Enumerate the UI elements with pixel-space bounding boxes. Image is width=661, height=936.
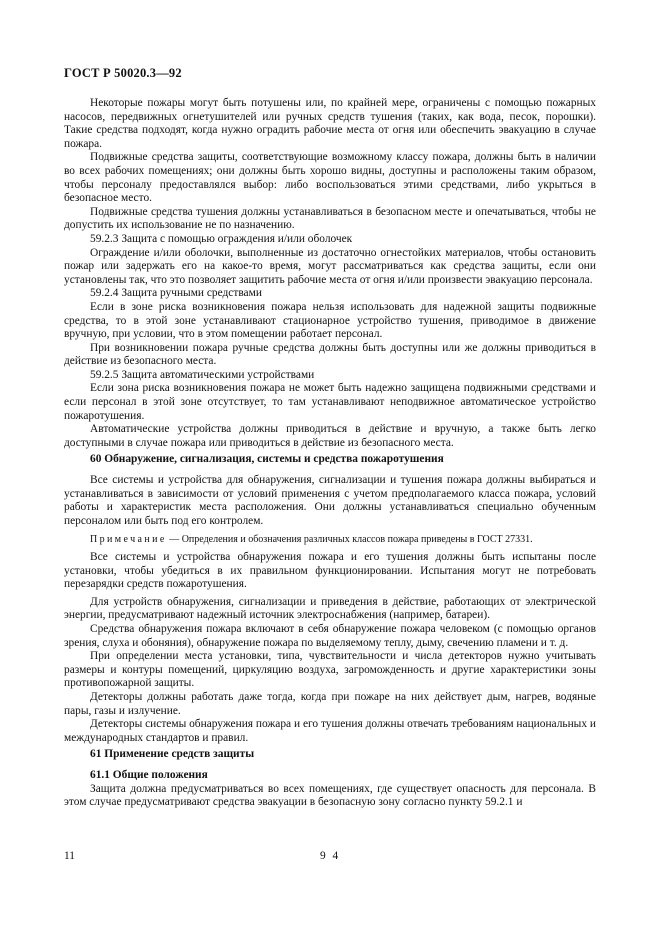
note-text: — Определения и обозначения различных классов пожара приведены в ГОСТ 27331. — [166, 534, 533, 546]
document-header: ГОСТ Р 50020.3—92 — [64, 66, 182, 80]
note — [64, 533, 596, 547]
paragraph: Если в зоне риска возникновения пожара нельзя использовать для надежной защиты подвижные средства, то в этой зоне устанавливают стационарное устройство тушения, приводимое в движение вручную, при условии, что в этом помещении работает персонал. — [64, 300, 596, 341]
paragraph: Подвижные средства защиты, соответствующие возможному классу пожара, должны быть в наличии во всех рабочих помещениях; они должны быть хорошо видны, доступны и расположены таким образом, чтобы персоналу предоставлялся выбор: либо воспользоваться этими средствами, либо укрыться в безопасное место. — [64, 151, 596, 205]
note-label: Примечание — [90, 534, 167, 546]
paragraph: Детекторы должны работать даже тогда, когда при пожаре на них действует дым, нагрев, водяные пары, газы и излучение. — [64, 690, 596, 717]
subsection-title: 59.2.5 Защита автоматическими устройствами — [90, 368, 315, 381]
paragraph: При определении места установки, типа, чувствительности и числа детекторов нужно учитывать размеры и контуры помещений, циркуляцию воздуха, загроможденность и другие характеристики зоны противопожарной защиты. — [64, 650, 596, 690]
section-heading: 61 Применение средств защиты — [90, 748, 255, 761]
paragraph: Все системы и устройства обнаружения пожара и его тушения должны быть испытаны после установки, чтобы убедиться в их правильном функционировании. Испытания могут не потребовать перезарядки средств пожаротушения. — [64, 551, 596, 591]
paragraph: При возникновении пожара ручные средства должны быть доступны или же должны приводиться в действие из безопасного места. — [64, 341, 596, 368]
paragraph: Если зона риска возникновения пожара не может быть надежно защищена подвижными средствами и если персонал в этой зоне отсутствует, то там устанавливают неподвижное автоматическое устройство пожаротушения. — [64, 382, 596, 422]
paragraph: Все системы и устройства для обнаружения, сигнализации и тушения пожара должны выбираться и устанавливаться в зависимости от условий применения с учетом предполагаемого класса пожара, условий работы и характеристик места расположения. Они должны устанавливаться специально обученным персоналом или быть под его контролем. — [64, 474, 596, 527]
paragraph: Средства обнаружения пожара включают в себя обнаружение пожара человеком (с помощью органов зрения, слуха и обоняния), обнаружение пожара по выделяемому теплу, дыму, свечению пламени и т. д. — [64, 622, 596, 649]
subsection-heading: 61.1 Общие положения — [90, 768, 208, 781]
paragraph: Ограждение и/или оболочки, выполненные из достаточно огнестойких материалов, чтобы остановить пожар или задержать его на какое-то время, могут рассматриваться как средства защиты, если они установлены так, что это позволяет защитить рабочие места от огня и/или произвести эвакуацию персонала. — [64, 246, 596, 286]
paragraph: Автоматические устройства должны приводиться в действие и вручную, а также быть легко доступными в случае пожара или приводиться в действие из безопасного места. — [64, 423, 596, 449]
sheet-mark: 9 4 — [320, 850, 341, 862]
page-number: 11 — [64, 850, 75, 862]
paragraph: Для устройств обнаружения, сигнализации и приведения в действие, работающих от электрической энергии, предусматривают надежный источник электроснабжения (например, батареи). — [64, 595, 596, 622]
paragraph: Детекторы системы обнаружения пожара и его тушения должны отвечать требованиям национальных и международных стандартов и правил. — [64, 718, 596, 744]
subsection-title: 59.2.4 Защита ручными средствами — [90, 287, 262, 300]
section-heading: 60 Обнаружение, сигнализация, системы и средства пожаротушения — [90, 453, 444, 466]
paragraph: Защита должна предусматриваться во всех помещениях, где существует опасность для персонала. В этом случае предусматривают средства эвакуации в безопасную зону согласно пункту 59.2.1 и — [64, 782, 596, 809]
document-body — [64, 97, 596, 810]
paragraph: Подвижные средства тушения должны устанавливаться в безопасном месте и опечатываться, чтобы не допустить их использование не по назначению. — [64, 205, 596, 232]
paragraph: Некоторые пожары могут быть потушены или, по крайней мере, ограничены с помощью пожарных насосов, передвижных огнетушителей или ручных средств тушения (таких, как вода, песок, порошки). Такие средства подходят, когда нужно оградить рабочие места от огня или обеспечить эвакуацию в случае пожара. — [64, 97, 596, 150]
subsection-title: 59.2.3 Защита с помощью ограждения и/или оболочек — [90, 232, 353, 245]
